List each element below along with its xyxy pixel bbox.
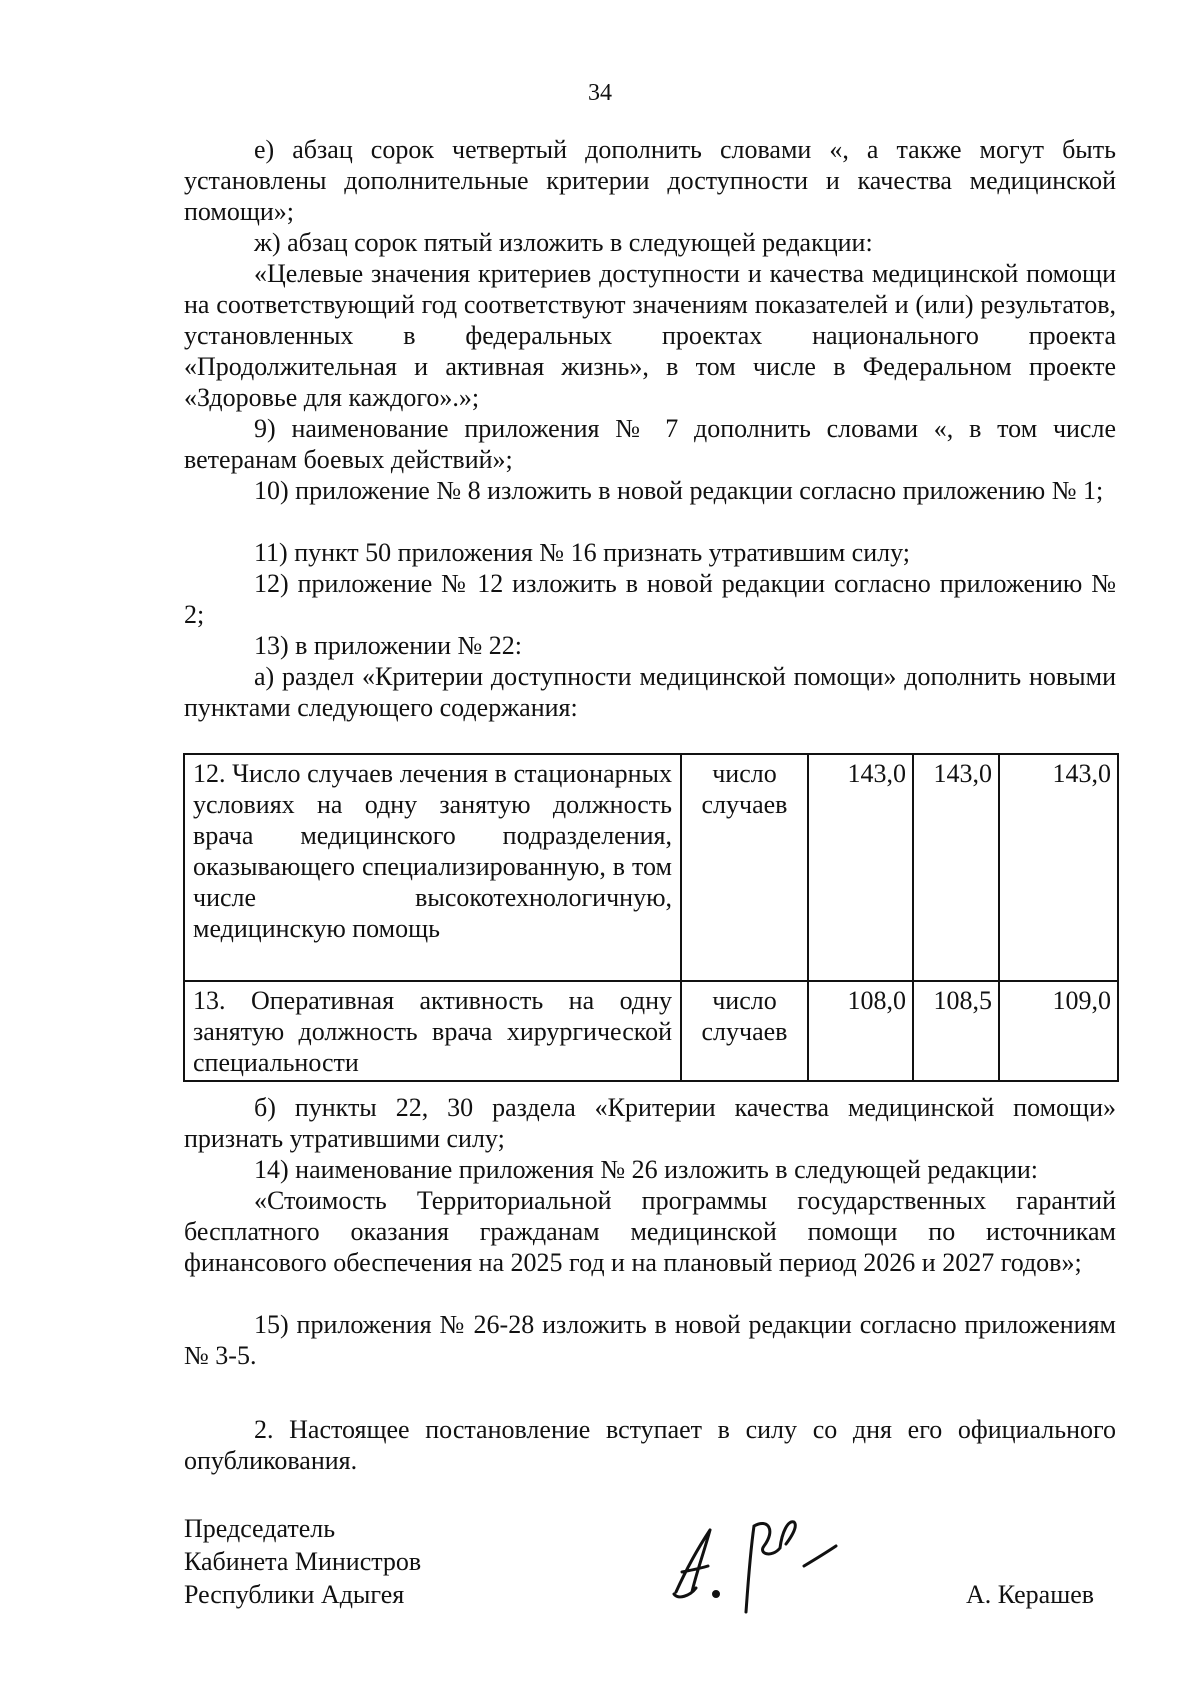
position-line: Кабинета Министров bbox=[184, 1547, 422, 1576]
paragraph-item-10: 10) приложение № 8 изложить в новой редакции согласно приложению № 1; bbox=[254, 476, 1104, 505]
criterion-unit: число случаев bbox=[681, 981, 808, 1081]
criterion-value-1: 143,0 bbox=[808, 754, 913, 981]
criterion-value-2: 108,5 bbox=[913, 981, 999, 1081]
paragraph-item-15: 15) приложения № 26-28 изложить в новой редакции согласно приложениям № 3-5. bbox=[184, 1310, 1116, 1370]
criterion-unit: число случаев bbox=[681, 754, 808, 981]
paragraph-item-13a: а) раздел «Критерии доступности медицинской помощи» дополнить новыми пунктами следующего содержания: bbox=[184, 662, 1116, 722]
signatory-position bbox=[184, 1512, 421, 1611]
page-number: 34 bbox=[588, 80, 612, 106]
paragraph-e: е) абзац сорок четвертый дополнить словами «, а также могут быть установлены дополнительные критерии доступности и качества медицинской помощи»; bbox=[184, 135, 1116, 226]
paragraph-zh: ж) абзац сорок пятый изложить в следующей редакции: bbox=[254, 228, 873, 257]
criterion-value-3: 143,0 bbox=[999, 754, 1118, 981]
position-line: Республики Адыгея bbox=[184, 1580, 405, 1609]
criterion-value-1: 108,0 bbox=[808, 981, 913, 1081]
paragraph-quote-cost: «Стоимость Территориальной программы государственных гарантий бесплатного оказания гражданам медицинской помощи по источникам финансового обеспечения на 2025 год и на плановый период 2026 и 2027 годов»; bbox=[184, 1186, 1116, 1277]
table-row bbox=[184, 981, 1118, 1081]
signer-name: А. Керашев bbox=[966, 1580, 1095, 1609]
criterion-value-3: 109,0 bbox=[999, 981, 1118, 1081]
table-row bbox=[184, 754, 1118, 981]
paragraph-item-11: 11) пункт 50 приложения № 16 признать утратившим силу; bbox=[254, 538, 910, 567]
criteria-table bbox=[183, 753, 1119, 1082]
criterion-value-2: 143,0 bbox=[913, 754, 999, 981]
handwritten-signature bbox=[668, 1500, 848, 1620]
position-line: Председатель bbox=[184, 1514, 336, 1543]
paragraph-item-12: 12) приложение № 12 изложить в новой редакции согласно приложению № 2; bbox=[184, 569, 1116, 629]
paragraph-item-9: 9) наименование приложения № 7 дополнить словами «, в том числе ветеранам боевых действий»; bbox=[184, 414, 1116, 474]
paragraph-item-13b: б) пункты 22, 30 раздела «Критерии качества медицинской помощи» признать утратившими силу; bbox=[184, 1093, 1116, 1153]
criterion-name: 12. Число случаев лечения в стационарных условиях на одну занятую должность врача медицинского подразделения, оказывающего специализированную, в том числе высокотехнологичную, медицинскую помощь bbox=[184, 754, 681, 981]
paragraph-quote-target-values: «Целевые значения критериев доступности и качества медицинской помощи на соответствующий год соответствуют значениям показателей и (или) результатов, установленных в федеральных проектах национального проекта «Продолжительная и активная жизнь», в том числе в Федеральном проекте «Здоровье для каждого».»; bbox=[184, 259, 1116, 412]
paragraph-item-13: 13) в приложении № 22: bbox=[254, 631, 523, 660]
paragraph-item-14: 14) наименование приложения № 26 изложить в следующей редакции: bbox=[254, 1155, 1038, 1184]
criterion-name: 13. Оперативная активность на одну занятую должность врача хирургической специальности bbox=[184, 981, 681, 1081]
paragraph-clause-2: 2. Настоящее постановление вступает в силу со дня его официального опубликования. bbox=[184, 1415, 1116, 1475]
